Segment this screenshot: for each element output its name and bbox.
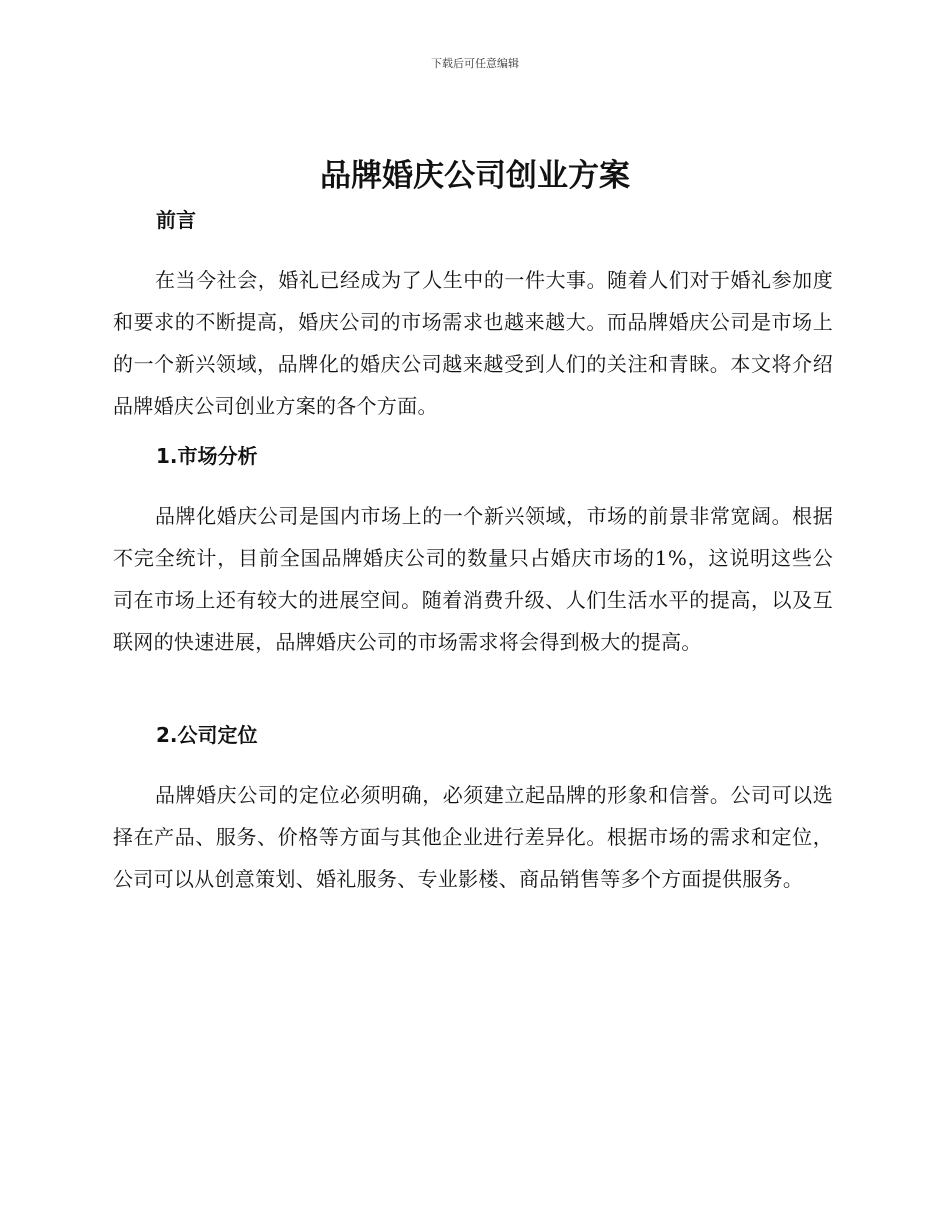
section-heading: 1.市场分析 (156, 444, 258, 468)
document-title: 品牌婚庆公司创业方案 (320, 158, 630, 194)
section-market-analysis (113, 442, 833, 663)
section-paragraph: 在当今社会，婚礼已经成为了人生中的一件大事。随着人们对于婚礼参加度和要求的不断提高，婚庆公司的市场需求也越来越大。而品牌婚庆公司是市场上的一个新兴领域，品牌化的婚庆公司越来越受到人们的关注和青睐。本文将介绍品牌婚庆公司创业方案的各个方面。 (113, 268, 833, 418)
section-preface (113, 206, 833, 427)
section-company-positioning (113, 721, 833, 900)
section-heading: 2.公司定位 (156, 723, 258, 747)
page-header-note: 下载后可任意编辑 (431, 57, 519, 70)
section-heading: 前言 (156, 208, 196, 232)
section-paragraph: 品牌婚庆公司的定位必须明确，必须建立起品牌的形象和信誉。公司可以选择在产品、服务、价格等方面与其他企业进行差异化。根据市场的需求和定位，公司可以从创意策划、婚礼服务、专业影楼、商品销售等多个方面提供服务。 (113, 783, 833, 891)
section-paragraph: 品牌化婚庆公司是国内市场上的一个新兴领域，市场的前景非常宽阔。根据不完全统计，目前全国品牌婚庆公司的数量只占婚庆市场的1%，这说明这些公司在市场上还有较大的进展空间。随着消费升级、人们生活水平的提高，以及互联网的快速进展，品牌婚庆公司的市场需求将会得到极大的提高。 (113, 504, 833, 654)
